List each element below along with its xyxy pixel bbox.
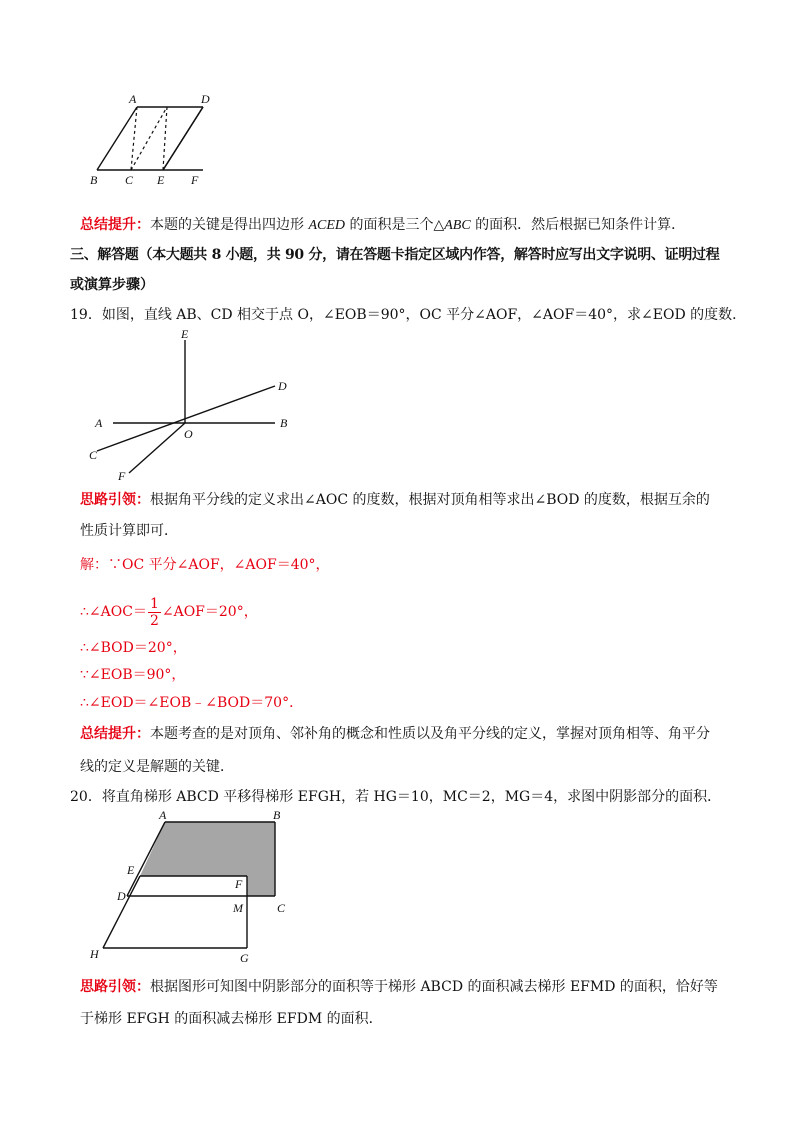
label-B: B (273, 808, 281, 822)
label-E: E (157, 173, 165, 187)
summary-19-cont: 线的定义是解题的关键． (80, 759, 234, 775)
label-B: B (280, 416, 288, 430)
section-3-heading: 三、解答题（本大题共 8 小题，共 90 分，请在答题卡指定区域内作答，解答时应写出文字说明、证明过程 (70, 247, 720, 263)
hint-tag: 思路引领： (80, 492, 150, 508)
summary-tag: 总结提升： (80, 726, 150, 742)
label-C: C (125, 173, 134, 187)
label-F: F (235, 877, 243, 891)
hint-19-cont: 性质计算即可． (80, 523, 178, 539)
summary-19: 总结提升：本题考查的是对顶角、邻补角的概念和性质以及角平分线的定义，掌握对顶角相等、角平分 (80, 726, 710, 742)
label-D: D (201, 92, 210, 106)
label-H: H (90, 947, 99, 961)
label-D: D (278, 379, 287, 393)
label-A: A (129, 92, 137, 106)
label-A: A (159, 808, 167, 822)
solution-19-step-1: 解：∵OC 平分∠AOF，∠AOF＝40°， (80, 557, 330, 573)
fraction-one-half: $\frac{1}{2}$ (149, 595, 159, 629)
label-D: D (117, 889, 126, 903)
label-O: O (184, 427, 193, 441)
label-M: M (233, 901, 243, 915)
question-19: 19．如图，直线 AB、CD 相交于点 O，∠EOB＝90°，OC 平分∠AOF，∠AOF＝40°，求∠EOD 的度数． (70, 307, 747, 323)
figure-parallelogram (85, 90, 225, 190)
figure-trapezoid (85, 808, 300, 963)
figure-intersecting-lines (85, 328, 300, 483)
label-E: E (127, 863, 135, 877)
label-G: G (240, 951, 249, 963)
solution-19-step-2: ∴∠AOC＝ $\frac{1}{2}$ ∠AOF＝20°， (80, 595, 258, 629)
summary-1: 总结提升：本题的关键是得出四边形 ACED 的面积是三个△ABC 的面积．然后根据已知条件计算． (80, 217, 686, 233)
section-3-heading-cont: 或演算步骤） (70, 277, 154, 293)
solution-19-step-3: ∴∠BOD＝20°， (80, 640, 187, 656)
label-A: A (95, 416, 103, 430)
question-20: 20．将直角梯形 ABCD 平移得梯形 EFGH，若 HG＝10，MC＝2，MG＝4，求图中阴影部分的面积． (70, 789, 722, 805)
summary-tag: 总结提升： (80, 217, 150, 233)
label-C: C (89, 448, 98, 462)
hint-20: 思路引领：根据图形可知图中阴影部分的面积等于梯形 ABCD 的面积减去梯形 EFMD 的面积，恰好等 (80, 979, 718, 995)
label-C: C (277, 901, 286, 915)
label-B: B (90, 173, 98, 187)
hint-tag: 思路引领： (80, 979, 150, 995)
label-F: F (118, 469, 126, 483)
label-F: F (191, 173, 199, 187)
hint-19: 思路引领：根据角平分线的定义求出∠AOC 的度数，根据对顶角相等求出∠BOD 的度数，根据互余的 (80, 492, 710, 508)
label-E: E (181, 328, 189, 341)
solution-19-step-5: ∴∠EOD＝∠EOB﹣∠BOD＝70°． (80, 695, 304, 711)
hint-20-cont: 于梯形 EFGH 的面积减去梯形 EFDM 的面积． (80, 1011, 383, 1027)
solution-19-step-4: ∵∠EOB＝90°， (80, 667, 186, 683)
